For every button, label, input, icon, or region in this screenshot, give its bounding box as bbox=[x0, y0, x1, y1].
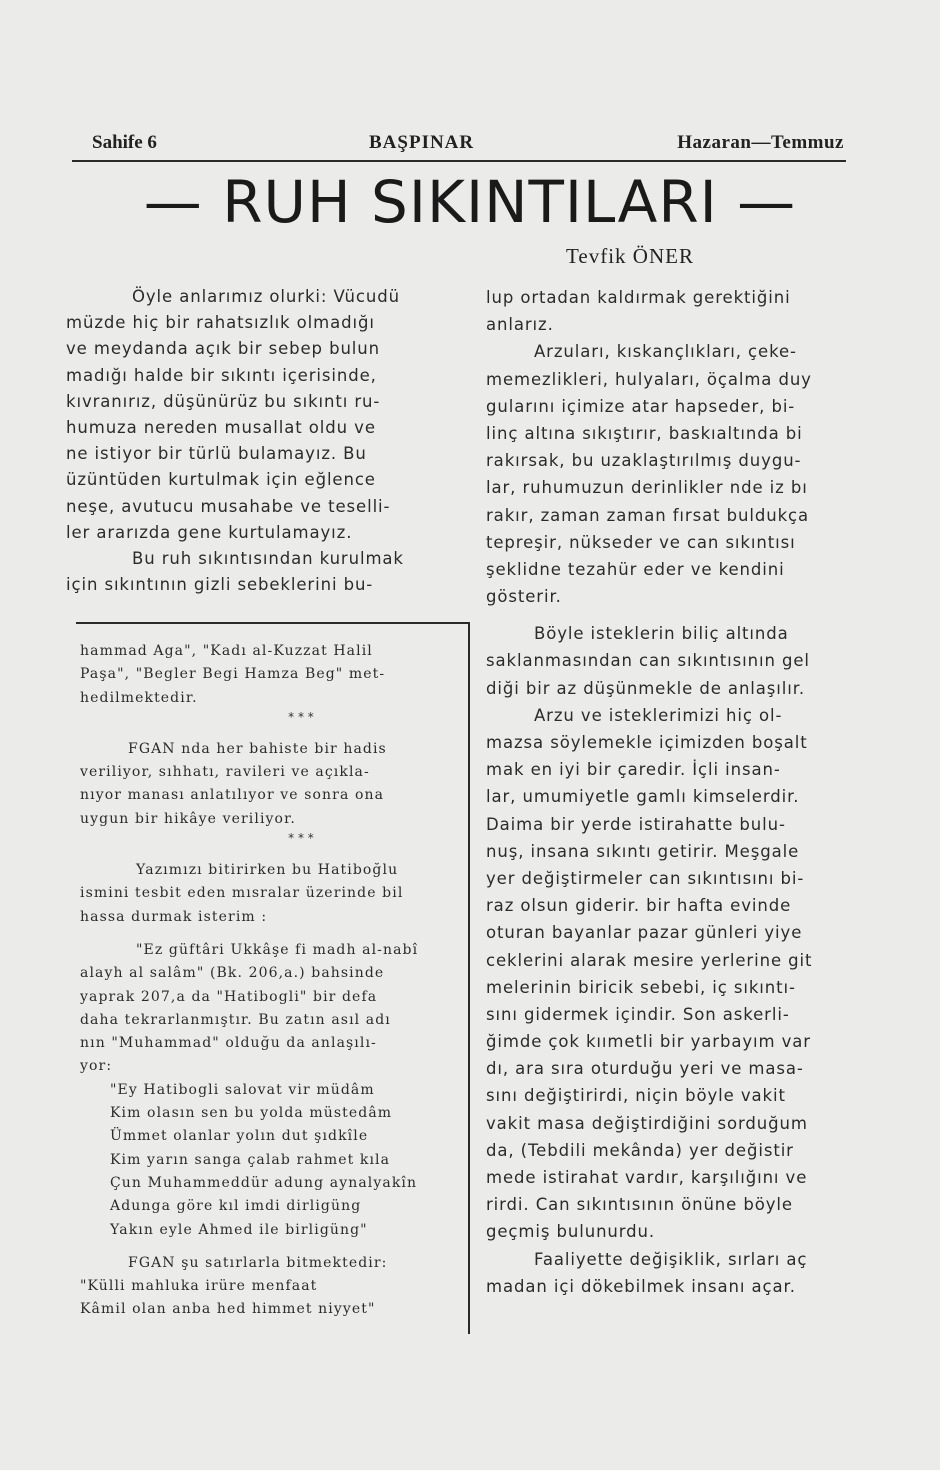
page-number: Sahife 6 bbox=[92, 132, 157, 153]
text-line: yer değiştirmeler can sıkıntısını bi- bbox=[486, 868, 805, 888]
text-line: mazsa söylemekle içimizden boşalt bbox=[486, 733, 808, 752]
note-line: "Ez güftâri Ukkâşe fi madh al-nabî bbox=[136, 941, 419, 958]
spacer bbox=[80, 1242, 462, 1252]
header-rule bbox=[72, 160, 846, 162]
verse-line: Ümmet olanlar yolın dut şıdkîle bbox=[110, 1128, 369, 1145]
text-line: neşe, avutucu musahabe ve teselli- bbox=[66, 496, 391, 516]
note-line: yaprak 207,a da "Hatibogli" bir defa bbox=[80, 988, 378, 1005]
page-header bbox=[84, 132, 846, 158]
text-line: ve meydanda açık bir sebep bulun bbox=[66, 339, 380, 359]
text-line: ne istiyor bir türlü bulamayız. Bu bbox=[66, 444, 367, 464]
issue-date: Hazaran—Temmuz bbox=[677, 132, 844, 153]
text-line: kıvranırız, düşünürüz bu sıkıntı ru- bbox=[66, 391, 381, 411]
text-line: da, (Tebdili mekânda) yer değistir bbox=[486, 1140, 794, 1160]
column-divider bbox=[468, 622, 470, 1334]
text-line: lar, umumiyetle gamlı kimselerdir. bbox=[486, 787, 800, 807]
text-line: raz olsun giderir. bir hafta evinde bbox=[486, 896, 792, 916]
text-line: gösterir. bbox=[486, 587, 562, 607]
note-line: hammad Aga", "Kadı al-Kuzzat Halil bbox=[80, 643, 373, 659]
verse-line: Yakın eyle Ahmed ile birligüng" bbox=[110, 1221, 368, 1238]
text-line: anlarız. bbox=[486, 315, 554, 335]
text-line: rakırsak, bu uzaklaştırılmış duygu- bbox=[486, 451, 802, 471]
text-line: melerinin biricik sebebi, iç sıkıntı- bbox=[486, 977, 796, 997]
note-line: hassa durmak isterim : bbox=[80, 908, 268, 925]
text-line: Daima bir yerde istirahatte bulu- bbox=[486, 814, 786, 834]
verse-line: Adunga göre kıl imdi dirligüng bbox=[110, 1198, 362, 1215]
text-line: dı, ara sıra oturduğu yeri ve masa- bbox=[486, 1059, 804, 1079]
note-line: "Külli mahluka irüre menfaat bbox=[80, 1278, 318, 1295]
note-line: hedilmektedir. bbox=[80, 689, 198, 706]
text-line: tepreşir, nükseder ve can sıkıntısı bbox=[486, 532, 796, 552]
text-line: müzde hiç bir rahatsızlık olmadığı bbox=[66, 313, 375, 333]
note-line: yor: bbox=[80, 1058, 113, 1075]
text-line: Arzuları, kıskançlıkları, çeke- bbox=[534, 342, 797, 362]
text-line: Faaliyette değişiklik, sırları aç bbox=[534, 1249, 808, 1269]
text-line: linç altına sıkıştırır, baskıaltında bi bbox=[486, 423, 803, 443]
text-line: rakır, zaman zaman fırsat buldukça bbox=[486, 505, 810, 525]
article-author: Tevfik ÖNER bbox=[566, 244, 694, 268]
text-line: sını değiştirirdi, niçin böyle vakit bbox=[486, 1086, 786, 1106]
note-line: ismini tesbit eden mısralar üzerinde bil bbox=[80, 885, 404, 902]
verse-line: "Ey Hatibogli salovat vir müdâm bbox=[110, 1081, 375, 1098]
note-line: FGAN şu satırlarla bitmektedir: bbox=[128, 1254, 388, 1271]
section-separator: * * * bbox=[288, 831, 314, 846]
text-line: için sıkıntının gizli sebeklerini bu- bbox=[66, 575, 374, 595]
publication-name: BAŞPINAR bbox=[369, 132, 475, 153]
text-line: rirdi. Can sıkıntısının önüne böyle bbox=[486, 1195, 793, 1215]
note-line: daha tekrarlanmıştır. Bu zatın asıl adı bbox=[80, 1011, 391, 1028]
note-line: Yazımızı bitirirken bu Hatiboğlu bbox=[136, 862, 399, 879]
text-line: madığı halde bir sıkıntı içerisinde, bbox=[66, 365, 377, 385]
verse-line: Çun Muhammeddür adung aynalyakîn bbox=[110, 1174, 418, 1191]
footnote-rule bbox=[76, 622, 468, 624]
text-line: Arzu ve isteklerimizi hiç ol- bbox=[534, 705, 783, 725]
left-column-text bbox=[66, 284, 460, 598]
text-line: mak en iyi bir çaredir. İçli insan- bbox=[486, 760, 781, 780]
note-line: uygun bir hikâye veriliyor. bbox=[80, 810, 296, 827]
right-column-text bbox=[486, 284, 862, 1300]
text-line: geçmiş bulunurdu. bbox=[486, 1222, 656, 1242]
text-line: Böyle isteklerin biliç altında bbox=[534, 624, 789, 644]
text-line: Öyle anlarımız olurki: Vücudü bbox=[132, 287, 400, 306]
text-line: memezlikleri, hulyaları, öçalma duy bbox=[486, 369, 812, 389]
text-line: Bu ruh sıkıntısından kurulmak bbox=[132, 548, 404, 568]
note-line: nın "Muhammad" olduğu da anlaşılı- bbox=[80, 1035, 377, 1052]
text-line: diği bir az düşünmekle de anlaşılır. bbox=[486, 678, 806, 698]
text-line: nuş, insana sıkıntı getirir. Meşgale bbox=[486, 841, 800, 861]
note-line: nıyor manası anlatılıyor ve sonra ona bbox=[80, 787, 385, 804]
verse-line: Kim olasın sen bu yolda müstedâm bbox=[110, 1105, 393, 1122]
text-line: mede istirahat vardır, karşılığını ve bbox=[486, 1168, 808, 1187]
text-line: vakit masa değiştirdiğini sorduğum bbox=[486, 1113, 808, 1133]
text-line: ler ararızda gene kurtulamayız. bbox=[66, 522, 353, 542]
note-line: veriliyor, sıhhatı, ravileri ve açıkla- bbox=[80, 764, 370, 781]
text-line: lup ortadan kaldırmak gerektiğini bbox=[486, 288, 791, 307]
spacer bbox=[486, 610, 862, 620]
note-line: FGAN nda her bahiste bir hadis bbox=[128, 740, 387, 757]
text-line: gularını içimize atar hapseder, bi- bbox=[486, 396, 796, 416]
text-line: sını gidermek içindir. Son askerli- bbox=[486, 1004, 790, 1024]
text-line: saklanmasından can sıkıntısının gel bbox=[486, 651, 810, 671]
text-line: şeklidne tezahür eder ve kendini bbox=[486, 559, 785, 579]
note-line: Paşa", "Begler Begi Hamza Beg" met- bbox=[80, 666, 386, 683]
text-line: madan içi dökebilmek insanı açar. bbox=[486, 1276, 796, 1296]
verse-line: Kim yarın sanga çalab rahmet kıla bbox=[110, 1151, 391, 1168]
text-line: ğimde çok kıımetli bir yarbayım var bbox=[486, 1032, 811, 1052]
text-line: oturan bayanlar pazar günleri yiye bbox=[486, 923, 803, 943]
note-line: alayh al salâm" (Bk. 206,a.) bahsinde bbox=[80, 965, 385, 982]
note-line: Kâmil olan anba hed himmet niyyet" bbox=[80, 1301, 376, 1318]
text-line: ceklerini alarak mesire yerlerine git bbox=[486, 950, 813, 970]
section-separator: * * * bbox=[288, 709, 314, 724]
text-line: lar, ruhumuzun derinlikler nde iz bı bbox=[486, 478, 808, 498]
text-line: humuza nereden musallat oldu ve bbox=[66, 417, 376, 437]
article-title: — RUH SIKINTILARI — bbox=[143, 168, 797, 236]
text-line: üzüntüden kurtulmak için eğlence bbox=[66, 470, 376, 490]
spacer bbox=[80, 929, 462, 939]
footnote-column bbox=[80, 640, 462, 1322]
